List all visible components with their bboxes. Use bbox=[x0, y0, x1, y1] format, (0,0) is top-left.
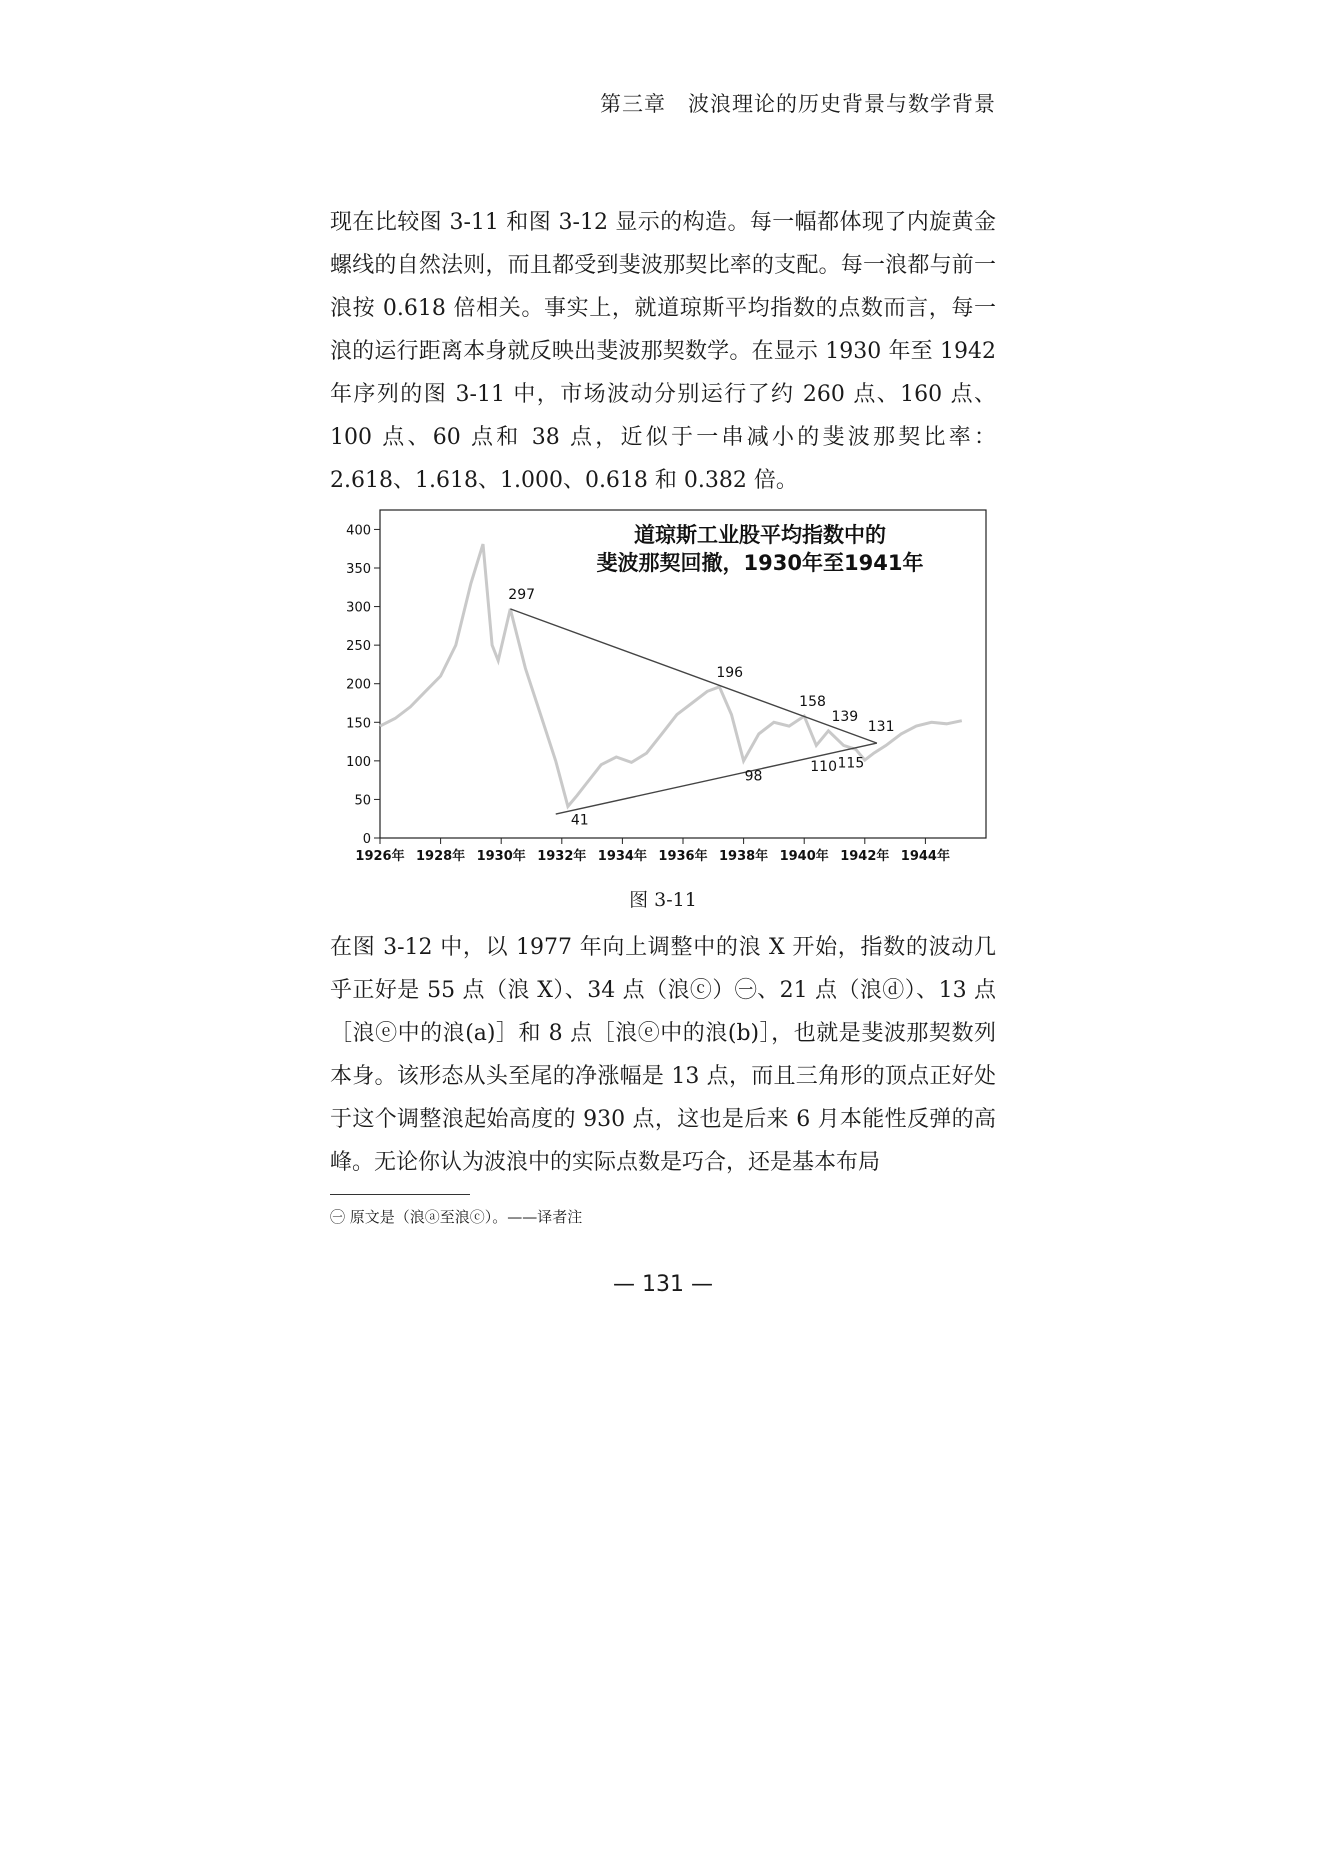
point-label: 196 bbox=[716, 664, 744, 681]
point-label: 297 bbox=[508, 586, 536, 603]
x-tick-label: 1930年 bbox=[476, 849, 526, 864]
body-paragraph-1 bbox=[330, 201, 996, 502]
dow-series-line bbox=[380, 544, 962, 806]
figure-caption: 图 3-11 bbox=[629, 889, 697, 911]
point-label: 110 bbox=[810, 759, 837, 776]
x-tick-label: 1928年 bbox=[416, 849, 466, 864]
footnote-divider bbox=[330, 1194, 470, 1195]
y-tick-label: 250 bbox=[346, 639, 371, 655]
footnote bbox=[330, 1206, 996, 1227]
x-tick-label: 1936年 bbox=[658, 849, 708, 864]
y-tick-label: 50 bbox=[354, 793, 371, 809]
upper-trendline bbox=[510, 609, 877, 743]
paragraph-text: 在图 3-12 中，以 1977 年向上调整中的浪 X 开始，指数的波动几乎正好是 55 点（浪 X）、34 点（浪ⓒ）㊀、21 点（浪ⓓ）、13 点［浪ⓔ中的浪(a)］和 8 点［浪ⓔ中的浪(b)］，也就是斐波那契数列本身。该形态从头至尾的净涨幅是 13 点，而且三角形的顶点正好处于这个调整浪起始高度的 930 点，这也是后来 6 月本能性反弹的高峰。无论你认为波浪中的实际点数是巧合，还是基本布局 bbox=[330, 935, 996, 1175]
body-paragraph-2 bbox=[330, 926, 996, 1184]
paragraph-text: 现在比较图 3-11 和图 3-12 显示的构造。每一幅都体现了内旋黄金螺线的自然法则，而且都受到斐波那契比率的支配。每一浪都与前一浪按 0.618 倍相关。事实上，就道琼斯平均指数的点数而言，每一浪的运行距离本身就反映出斐波那契数学。在显示 1930 年至 1942 年序列的图 3-11 中，市场波动分别运行了约 260 点、160 点、100 点、60 点和 38 点，近似于一串减小的斐波那契比率：2.618、1.618、1.000、0.618 和 0.382 倍。 bbox=[330, 210, 996, 493]
x-tick-label: 1932年 bbox=[537, 849, 587, 864]
y-tick-label: 350 bbox=[346, 562, 371, 577]
point-label: 139 bbox=[831, 708, 859, 725]
x-tick-label: 1926年 bbox=[355, 849, 405, 864]
y-tick-label: 150 bbox=[346, 716, 371, 732]
page-number: — 131 — bbox=[613, 1272, 713, 1297]
x-tick-label: 1944年 bbox=[900, 849, 950, 864]
x-tick-label: 1940年 bbox=[779, 849, 829, 864]
dow-fibonacci-chart bbox=[330, 506, 996, 876]
point-label: 131 bbox=[867, 718, 895, 735]
figure-3-11 bbox=[330, 506, 996, 876]
x-tick-label: 1938年 bbox=[719, 849, 769, 864]
y-tick-label: 200 bbox=[346, 677, 371, 693]
point-label: 115 bbox=[837, 755, 865, 772]
footnote-marker: ㊀ bbox=[330, 1208, 346, 1226]
point-label: 98 bbox=[744, 768, 763, 785]
y-tick-label: 0 bbox=[362, 832, 371, 847]
y-tick-label: 400 bbox=[346, 523, 371, 539]
x-tick-label: 1934年 bbox=[597, 849, 647, 864]
y-tick-label: 300 bbox=[346, 600, 371, 616]
footnote-text: 原文是（浪ⓐ至浪ⓒ）。——译者注 bbox=[349, 1208, 583, 1226]
x-tick-label: 1942年 bbox=[840, 849, 890, 864]
lower-trendline bbox=[556, 743, 877, 814]
y-tick-label: 100 bbox=[346, 754, 371, 770]
chart-title: 道琼斯工业股平均指数中的 bbox=[634, 523, 886, 547]
running-header: 第三章 波浪理论的历史背景与数学背景 bbox=[600, 92, 996, 116]
point-label: 41 bbox=[570, 812, 589, 829]
point-label: 158 bbox=[799, 694, 826, 711]
chart-subtitle: 斐波那契回撤，1930年至1941年 bbox=[596, 551, 924, 575]
